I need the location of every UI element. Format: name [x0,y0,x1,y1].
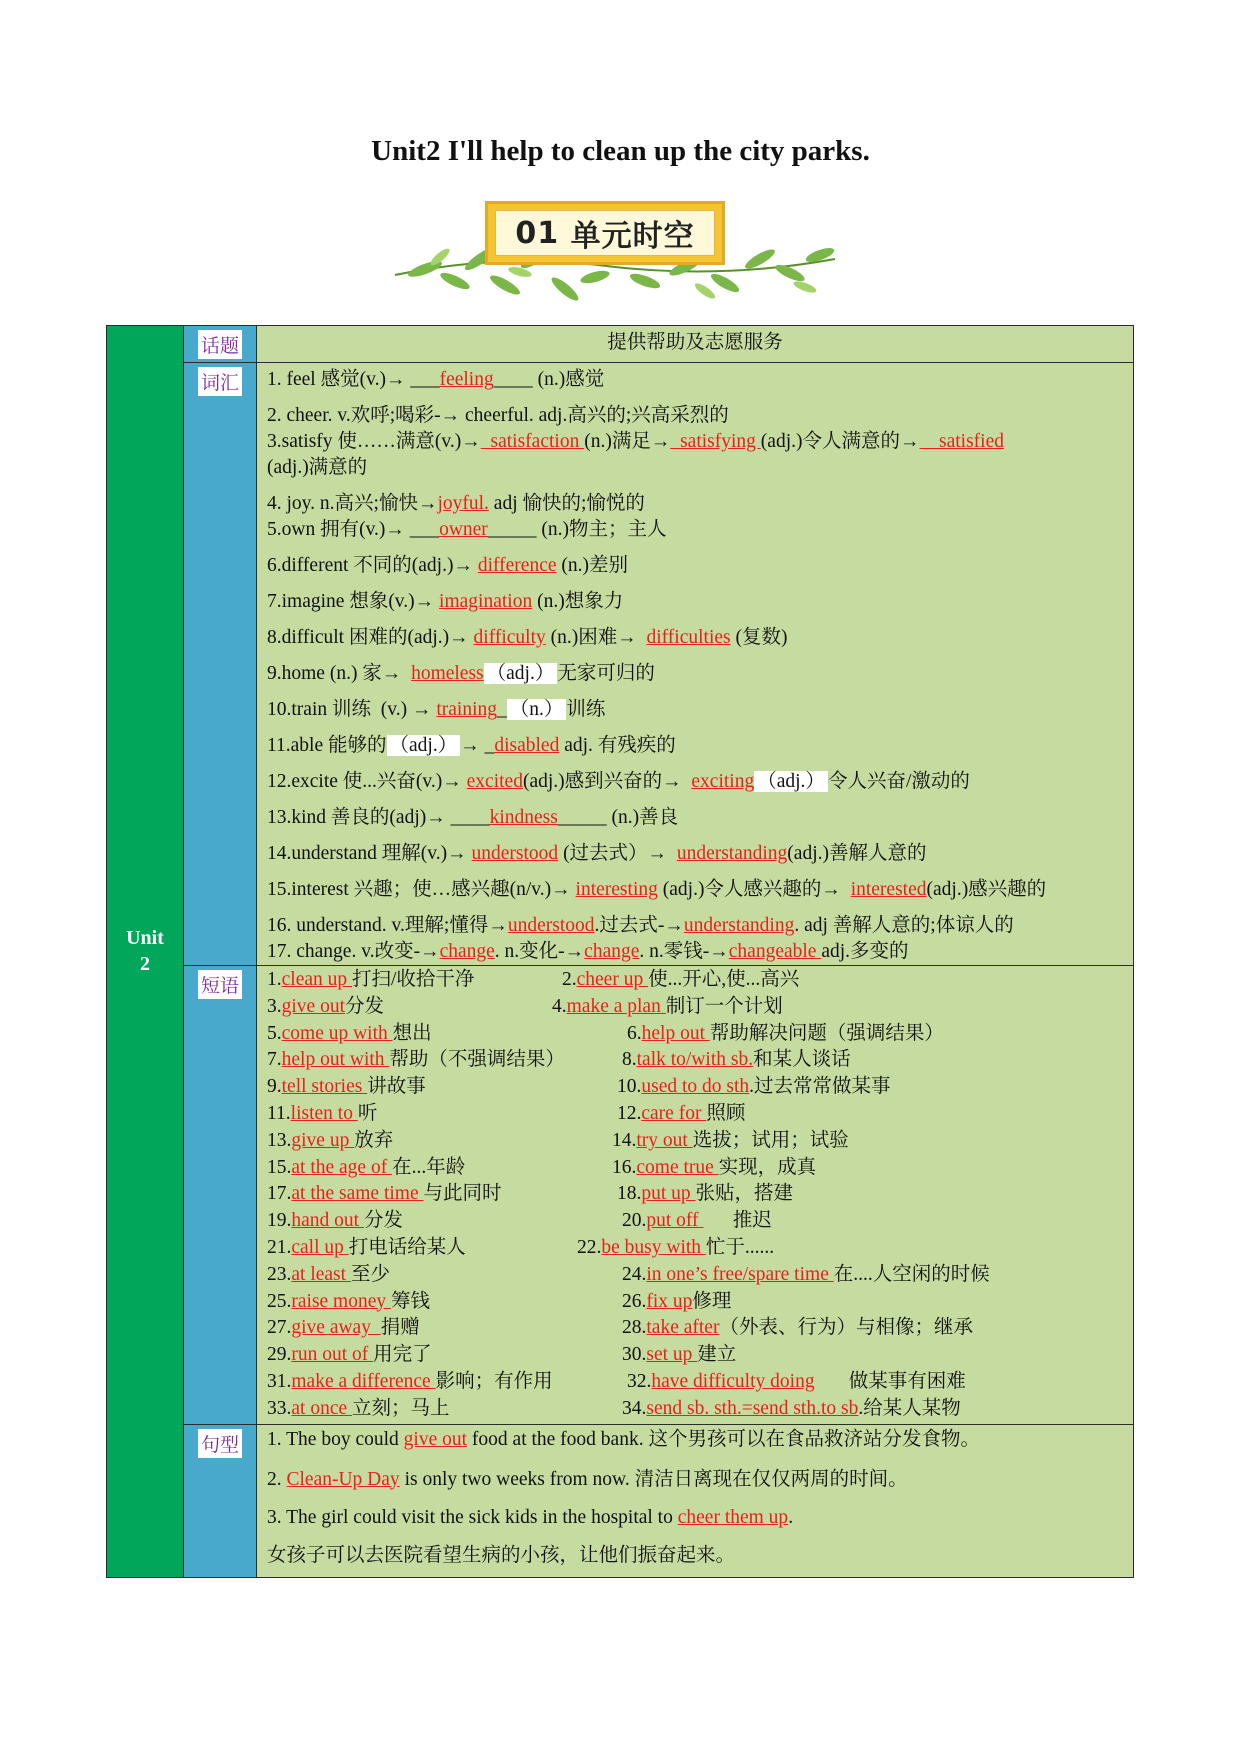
phrase-meaning: 想出 [392,1022,432,1044]
phrase-item-left [267,1291,430,1312]
answer-word: understanding [683,915,795,936]
phrase-number: 13. [267,1129,292,1151]
phrase-number: 3. [267,995,282,1017]
phrase-number: 14. [612,1129,637,1151]
phrase-answer: tell stories [281,1076,368,1098]
phrase-item-left [267,1317,420,1338]
unit-label-line2: 2 [140,953,150,976]
phrase-answer: hand out [291,1210,364,1232]
phrase-meaning: 与此同时 [423,1183,502,1205]
phrase-number: 10. [617,1076,642,1098]
phrase-number: 20. [622,1210,647,1232]
answer-word: interested [850,879,927,900]
phrase-answer: care for [641,1102,707,1124]
category-topic-cell [184,326,257,363]
vocab-line: 16. understand. v.理解;懂得→understood.过去式-→understanding. adj 善解人意的;体谅人的 [267,915,1014,936]
answer-word: understanding [676,843,788,864]
answer-word: satisfaction [480,431,585,452]
phrase-row [267,1101,1123,1128]
page-title: Unit2 I'll help to clean up the city parks. [371,135,870,167]
phrase-number: 23. [267,1263,292,1285]
phrase-answer: help out [641,1022,710,1044]
answer-word: give out [403,1428,468,1450]
topic-text: 提供帮助及志愿服务 [607,332,783,353]
phrase-answer: give up [291,1129,355,1151]
vocab-cell [257,363,1134,966]
phrase-item-left [267,1398,450,1419]
phrase-item-left [267,1210,403,1231]
phrase-meaning: 打电话给某人 [348,1236,466,1258]
phrase-number: 31. [267,1370,292,1392]
phrase-meaning: 分发 [363,1210,403,1232]
phrase-answer: clean up [281,969,353,990]
phrase-meaning: 在...年龄 [392,1156,466,1178]
phrase-number: 7. [267,1049,282,1071]
phrase-number: 17. [267,1183,292,1205]
phrase-meaning: 立刻；马上 [352,1397,450,1419]
phrase-item-left [267,1183,502,1204]
phrase-number: 8. [622,1049,637,1071]
sentences-cell [257,1424,1134,1577]
phrase-number: 9. [267,1076,282,1098]
phrase-row [267,1155,1123,1182]
phrase-number: 18. [617,1183,642,1205]
phrase-answer: used to do sth [641,1076,750,1098]
phrase-meaning: 推迟 [703,1210,772,1232]
vocab-line: 12.excite 使...兴奋(v.)→ excited(adj.)感到兴奋的→ exciting （adj.） 令人兴奋/激动的 [267,771,970,792]
phrase-item-right [622,1047,851,1074]
phrase-number: 25. [267,1290,292,1312]
category-phrases: 短语 [198,970,242,999]
phrase-meaning: 和某人谈话 [753,1049,851,1071]
phrase-item-right [622,1289,731,1316]
phrase-meaning: 忙于...... [705,1236,775,1258]
phrase-meaning: 至少 [350,1263,390,1285]
unit-label-line1: Unit [126,927,164,950]
phrase-answer: at least [291,1263,351,1285]
vocab-line: 11.able 能够的 （adj.） → _disabled adj. 有残疾的 [267,735,676,756]
answer-word: satisfied [919,431,1004,452]
category-sentences: 句型 [198,1429,242,1458]
phrase-row [267,1128,1123,1155]
phrase-item-right [622,1315,973,1342]
phrase-item-right [627,1369,966,1396]
phrase-meaning: 做某事有困难 [814,1370,966,1392]
phrase-item-right [622,1396,961,1423]
vocab-line: 4. joy. n.高兴;愉快→joyful. adj 愉快的;愉悦的 [267,493,645,514]
phrase-item-right [612,1155,816,1182]
vocab-line: 6.different 不同的(adj.)→ difference (n.)差别 [267,555,629,576]
phrase-meaning: 帮助解决问题（强调结果） [709,1022,944,1044]
phrase-number: 16. [612,1156,637,1178]
phrase-answer: in one’s free/spare time [646,1263,834,1285]
phrase-number: 11. [267,1102,291,1124]
phrase-answer: listen to [290,1102,358,1124]
phrase-number: 32. [627,1370,652,1392]
answer-word: imagination [439,591,533,612]
phrase-row [267,1074,1123,1101]
vocab-line: 10.train 训练 (v.) → training_ （n.） 训练 [267,699,606,720]
phrase-item-right [552,994,783,1021]
phrase-answer: talk to/with sb. [636,1049,754,1071]
vocab-line: 8.difficult 困难的(adj.)→ difficulty (n.)困难→ difficulties (复数) [267,627,788,648]
phrase-meaning: 选拔；试用；试验 [692,1129,849,1151]
phrase-item-right [562,967,799,994]
phrase-answer: put off [646,1210,704,1232]
answer-word: training [436,699,497,720]
phrase-answer: at once [291,1397,353,1419]
answer-word: difficulty [473,627,546,648]
phrase-item-right [617,1074,891,1101]
phrase-number: 28. [622,1317,647,1339]
pos-box: （n.） [507,699,567,720]
answer-word: disabled [494,735,560,756]
phrase-answer: fix up [646,1290,693,1312]
phrase-answer: take after [646,1317,720,1339]
answer-word: exciting [691,771,755,792]
phrase-number: 12. [617,1102,642,1124]
phrase-number: 15. [267,1156,292,1178]
category-phrases-cell [184,966,257,1425]
phrase-answer: set up [646,1344,698,1366]
phrase-item-left [267,1023,432,1044]
phrase-row [267,967,1123,994]
phrase-answer: make a difference [291,1370,436,1392]
phrase-answer: run out of [291,1344,374,1366]
answer-word: Clean-Up Day [286,1468,400,1490]
category-vocab-cell [184,363,257,966]
phrase-number: 24. [622,1263,647,1285]
phrase-item-right [622,1262,990,1289]
phrases-cell [257,966,1134,1425]
phrase-row [267,1369,1123,1396]
phrase-meaning: 照顾 [706,1102,746,1124]
answer-word: satisfying [670,431,761,452]
vocab-line: 15.interest 兴趣；使…感兴趣(n/v.)→ interesting (adj.)令人感兴趣的→ interested(adj.)感兴趣的 [267,879,1047,900]
phrase-meaning: 分发 [345,995,385,1017]
vocab-line: 3.satisfy 使……满意(v.)→ satisfaction (n.)满足→ satisfying (adj.)令人满意的→ satisfied [267,431,1004,452]
phrase-answer: at the age of [291,1156,393,1178]
answer-word: interesting [575,879,658,900]
phrase-row [267,994,1123,1021]
sentence-line: 3. The girl could visit the sick kids in the hospital to cheer them up. [267,1506,794,1528]
vocab-line: 1. feel 感觉(v.)→ ___feeling____ (n.)感觉 [267,369,605,390]
vocab-line: 17. change. v.改变-→change. n.变化-→change. n.零钱-→changeable adj.多变的 [267,941,909,962]
phrase-answer: be busy with [601,1236,706,1258]
phrase-meaning: .给某人某物 [858,1397,961,1419]
sentence-line: 2. Clean-Up Day is only two weeks from now. 清洁日离现在仅仅两周的时间。 [267,1468,908,1490]
phrase-number: 27. [267,1317,292,1339]
answer-word: kindness [489,807,558,828]
unit-label-cell [107,326,184,1578]
phrase-list [267,967,1123,1423]
phrase-number: 4. [552,995,567,1017]
phrase-row [267,1047,1123,1074]
phrase-number: 21. [267,1236,292,1258]
phrase-item-right [617,1101,745,1128]
phrase-row [267,1342,1123,1369]
phrase-item-left [267,1103,377,1124]
vocab-line: 2. cheer. v.欢呼;喝彩-→ cheerful. adj.高兴的;兴高采烈的 [267,405,729,426]
phrase-item-right [622,1342,736,1369]
phrase-meaning: 修理 [692,1290,732,1312]
answer-word: changeable [728,941,822,962]
pos-box: （adj.） [387,735,461,756]
phrase-item-left [267,969,474,990]
phrase-item-left [267,1237,466,1258]
unit-table [106,325,1134,1578]
phrase-number: 30. [622,1344,647,1366]
phrase-item-left [267,1049,565,1070]
vocab-line: (adj.)满意的 [267,457,368,478]
vocab-line: 9.home (n.) 家→ homeless （adj.） 无家可归的 [267,663,655,684]
phrase-meaning: 建立 [697,1344,737,1366]
phrase-item-left [267,1076,426,1097]
answer-word: feeling [439,369,494,390]
badge-inner [495,210,715,256]
phrase-meaning: 使...开心,使...高兴 [648,969,800,990]
phrase-item-left [267,1264,390,1285]
phrase-item-left [267,1371,553,1392]
phrase-answer: give out [281,995,345,1017]
category-sentences-cell [184,1424,257,1577]
phrase-answer: raise money [291,1290,392,1312]
phrase-number: 22. [577,1236,602,1258]
answer-word: owner [439,519,488,540]
phrase-meaning: 在....人空闲的时候 [833,1263,990,1285]
phrase-meaning: 捐赠 [380,1317,420,1339]
phrase-row [267,1262,1123,1289]
phrase-number: 2. [562,969,577,990]
phrase-row [267,1315,1123,1342]
phrase-item-right [617,1181,793,1208]
phrase-meaning: 实现，成真 [718,1156,817,1178]
badge-frame [485,201,725,265]
phrase-meaning: 讲故事 [367,1076,426,1098]
answer-word: cheer them up [677,1506,789,1528]
phrase-answer: send sb. sth.=send sth.to sb [646,1397,859,1419]
phrase-number: 29. [267,1344,292,1366]
phrase-item-left [267,1157,465,1178]
topic-cell [257,326,1134,363]
phrase-item-left [267,1344,432,1365]
section-badge [385,197,845,307]
phrase-meaning: 影响；有作用 [435,1370,553,1392]
phrase-meaning: （外表、行为）与相像；继承 [719,1317,973,1339]
phrase-item-right [622,1208,772,1235]
answer-word: understood [507,915,595,936]
phrase-row [267,1235,1123,1262]
phrase-meaning: 制订一个计划 [665,995,783,1017]
phrase-item-right [627,1021,944,1048]
phrase-answer: come true [636,1156,719,1178]
vocab-line: 5.own 拥有(v.)→ ___owner_____ (n.)物主；主人 [267,519,667,540]
answer-word: joyful. [437,493,489,514]
phrase-answer: give away [291,1317,381,1339]
sentence-line: 女孩子可以去医院看望生病的小孩，让他们振奋起来。 [267,1544,736,1566]
answer-word: excited [466,771,523,792]
phrase-item-right [612,1128,849,1155]
phrase-answer: have difficulty doing [651,1370,815,1392]
badge-text: 单元时空 [570,219,695,254]
phrase-meaning: 听 [357,1102,378,1124]
phrase-number: 1. [267,969,282,990]
phrase-answer: try out [636,1129,693,1151]
phrase-meaning: 筹钱 [391,1290,431,1312]
vocab-line: 7.imagine 想象(v.)→ imagination (n.)想象力 [267,591,624,612]
phrase-number: 6. [627,1022,642,1044]
phrase-meaning: .过去常常做某事 [749,1076,891,1098]
pos-box: （adj.） [484,663,558,684]
category-topic: 话题 [198,330,242,359]
phrase-number: 19. [267,1210,292,1232]
phrase-answer: put up [641,1183,696,1205]
phrase-meaning: 放弃 [354,1129,394,1151]
sentence-line: 1. The boy could give out food at the food bank. 这个男孩可以在食品救济站分发食物。 [267,1428,980,1450]
phrase-row [267,1208,1123,1235]
pos-box: （adj.） [754,771,828,792]
phrase-number: 34. [622,1397,647,1419]
category-vocab: 词汇 [198,367,242,396]
phrase-answer: at the same time [291,1183,424,1205]
phrase-row [267,1021,1123,1048]
phrase-row [267,1289,1123,1316]
answer-word: homeless [411,663,484,684]
phrase-row [267,1181,1123,1208]
phrase-number: 33. [267,1397,292,1419]
badge-number: 01 [515,215,560,251]
phrase-row [267,1396,1123,1423]
answer-word: change [584,941,640,962]
answer-word: difference [477,555,557,576]
vocab-line: 14.understand 理解(v.)→ understood (过去式）→ understanding(adj.)善解人意的 [267,843,927,864]
phrase-number: 26. [622,1290,647,1312]
phrase-item-left [267,996,384,1017]
phrase-number: 5. [267,1022,282,1044]
answer-word: change [439,941,495,962]
answer-word: understood [471,843,559,864]
phrase-meaning: 帮助（不强调结果） [389,1049,565,1071]
vocab-line: 13.kind 善良的(adj)→ ____kindness_____ (n.)善良 [267,807,679,828]
phrase-answer: call up [291,1236,349,1258]
phrase-item-left [267,1130,393,1151]
phrase-meaning: 张贴，搭建 [695,1183,794,1205]
phrase-item-right [577,1235,774,1262]
answer-word: difficulties [646,627,731,648]
phrase-meaning: 用完了 [373,1344,432,1366]
phrase-answer: help out with [281,1049,390,1071]
phrase-meaning: 打扫/收拾干净 [352,969,475,990]
phrase-answer: come up with [281,1022,393,1044]
phrase-answer: cheer up [576,969,649,990]
phrase-answer: make a plan [566,995,666,1017]
